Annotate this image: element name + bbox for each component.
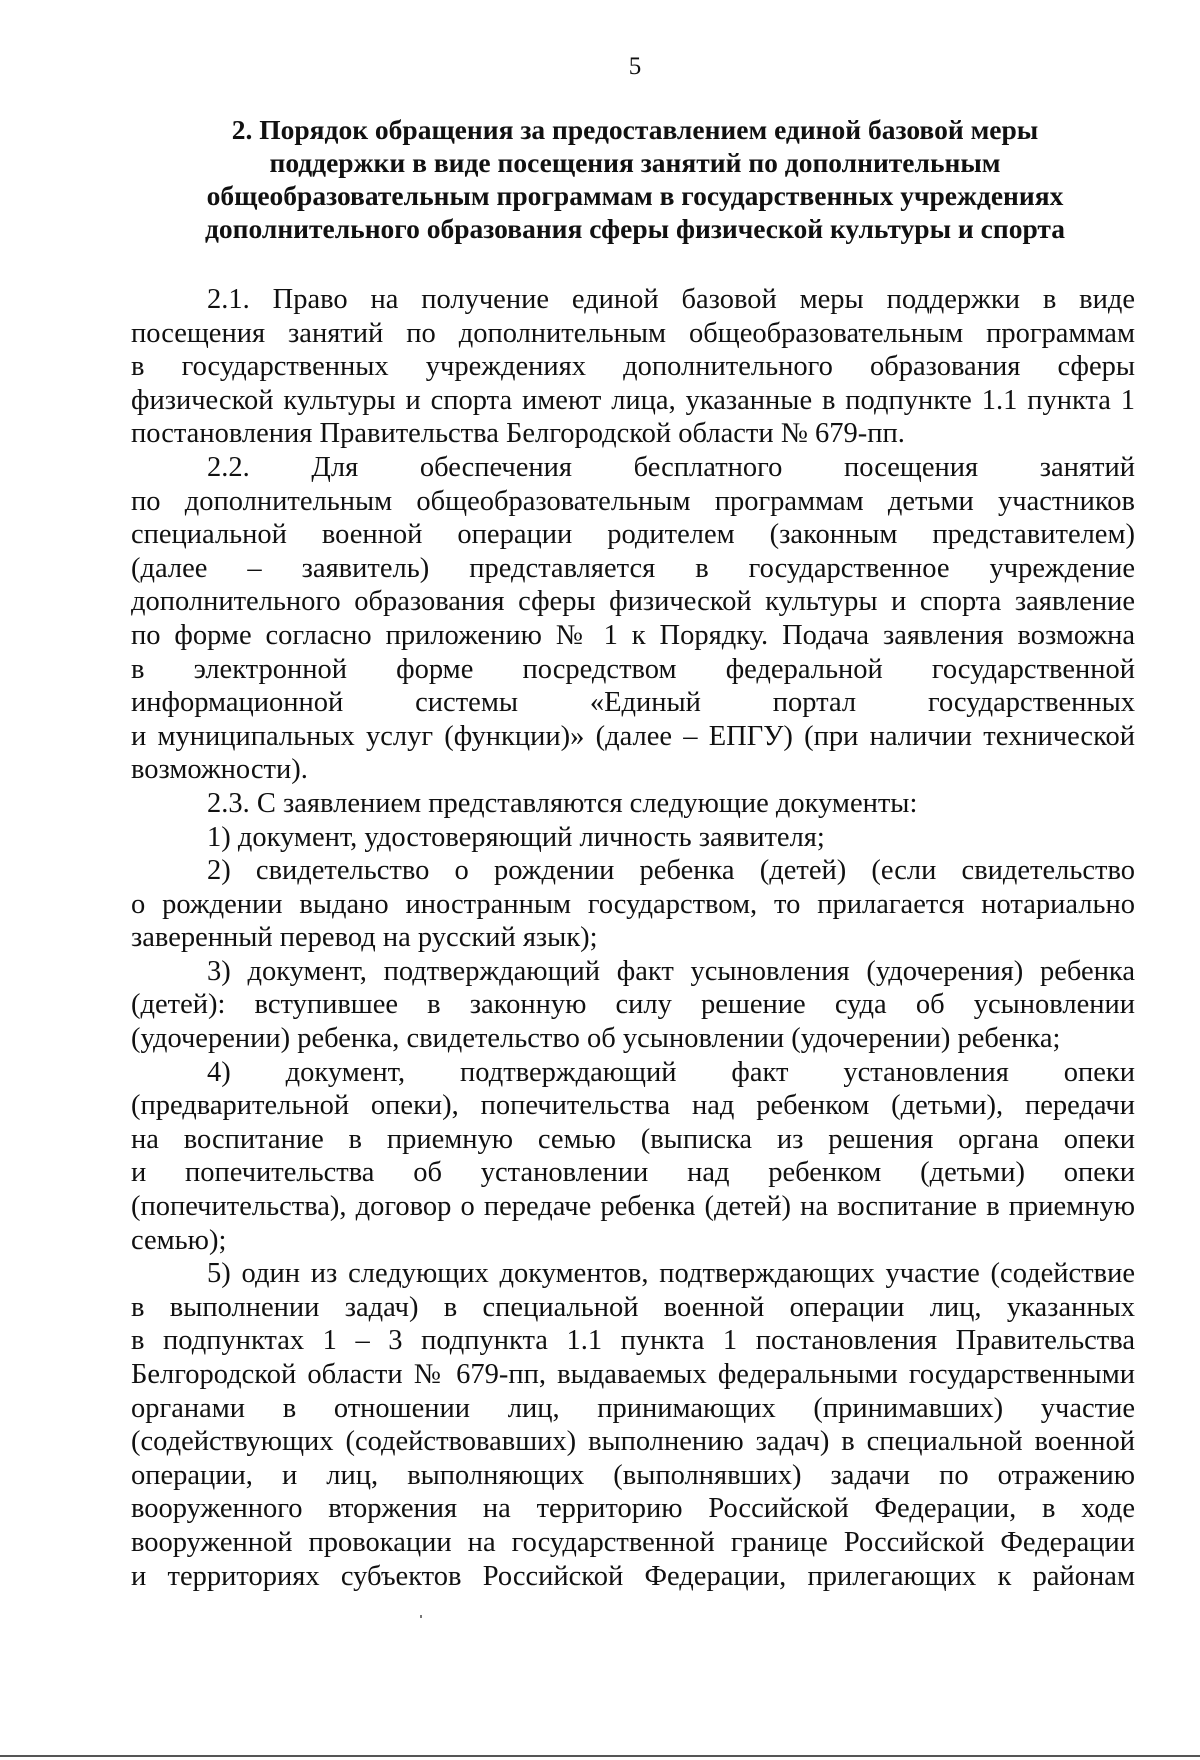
- text-line: информационной системы «Единый портал государственных: [131, 687, 1135, 719]
- text-line: специальной военной операции родителем (законным представителем): [131, 519, 1135, 551]
- section-title-line: 2. Порядок обращения за предоставлением единой базовой меры: [231, 114, 1039, 145]
- text-line: по форме согласно приложению № 1 к Порядку. Подача заявления возможна: [131, 619, 1135, 651]
- text-line: в государственных учреждениях дополнительного образования сферы: [131, 351, 1135, 383]
- scan-bottom-edge: [0, 1755, 1200, 1757]
- text-line: и муниципальных услуг (функции)» (далее – ЕПГУ) (при наличии технической: [131, 720, 1135, 752]
- text-line: по дополнительным общеобразовательным программам детьми участников: [131, 485, 1135, 517]
- text-line: в подпунктах 1 – 3 подпункта 1.1 пункта 1 постановления Правительства: [131, 1325, 1135, 1357]
- text-line: органами в отношении лиц, принимающих (принимавших) участие: [131, 1392, 1135, 1424]
- text-line: Белгородской области № 679-пп, выдаваемых федеральными государственными: [131, 1359, 1135, 1390]
- section-title-line: общеобразовательным программам в государственных учреждениях: [206, 180, 1064, 211]
- text-line: о рождении выдано иностранным государством, то прилагается нотариально: [131, 888, 1135, 920]
- list-item-3: [131, 955, 1135, 1056]
- text-line: и территориях субъектов Российской Федерации, прилегающих к районам: [131, 1560, 1135, 1592]
- text-line: дополнительного образования сферы физической культуры и спорта заявление: [131, 586, 1135, 618]
- paragraph-2-3: [131, 787, 1135, 821]
- text-line: 5) один из следующих документов, подтверждающих участие (содействие: [207, 1258, 1135, 1290]
- text-line: физической культуры и спорта имеют лица, указанные в подпункте 1.1 пункта 1: [131, 384, 1135, 416]
- text-line: вооруженной провокации на государственной границе Российской Федерации: [131, 1526, 1135, 1558]
- text-line: посещения занятий по дополнительным общеобразовательным программам: [131, 317, 1135, 349]
- text-line: возможности).: [131, 754, 308, 786]
- text-line: 3) документ, подтверждающий факт усыновления (удочерения) ребенка: [207, 955, 1135, 987]
- section-title-line: дополнительного образования сферы физической культуры и спорта: [205, 213, 1065, 244]
- paragraph-2-1: [131, 283, 1135, 451]
- text-line: заверенный перевод на русский язык);: [131, 922, 598, 954]
- text-line: 4) документ, подтверждающий факт установления опеки: [207, 1056, 1135, 1088]
- document-body: [131, 283, 1135, 1593]
- section-title-line: поддержки в виде посещения занятий по дополнительным: [269, 147, 1001, 178]
- text-line: 2) свидетельство о рождении ребенка (детей) (если свидетельство: [207, 855, 1135, 887]
- text-line: 1) документ, удостоверяющий личность заявителя;: [207, 821, 825, 853]
- text-line: семью);: [131, 1224, 227, 1256]
- text-line: 2.3. С заявлением представляются следующие документы:: [207, 787, 918, 819]
- text-line: (детей): вступившее в законную силу решение суда об усыновлении: [131, 989, 1135, 1021]
- list-item-5: [131, 1257, 1135, 1593]
- paragraph-2-2: [131, 451, 1135, 787]
- page-number: 5: [628, 53, 642, 80]
- text-line: (предварительной опеки), попечительства над ребенком (детьми), передачи: [131, 1090, 1135, 1122]
- text-line: 2.1. Право на получение единой базовой меры поддержки в виде: [207, 284, 1135, 315]
- scan-speck: [420, 1615, 422, 1618]
- text-line: (содействующих (содействовавших) выполнению задач) в специальной военной: [131, 1426, 1135, 1458]
- text-line: вооруженного вторжения на территорию Российской Федерации, в ходе: [131, 1493, 1135, 1525]
- list-item-2: [131, 854, 1135, 955]
- text-line: на воспитание в приемную семью (выписка из решения органа опеки: [131, 1123, 1135, 1155]
- list-item-1: [131, 821, 1135, 855]
- text-line: и попечительства об установлении над ребенком (детьми) опеки: [131, 1157, 1135, 1189]
- text-line: 2.2. Для обеспечения бесплатного посещения занятий: [207, 451, 1135, 483]
- section-title: [150, 113, 1120, 245]
- list-item-4: [131, 1056, 1135, 1258]
- text-line: в выполнении задач) в специальной военной операции лиц, указанных: [131, 1291, 1135, 1323]
- text-line: постановления Правительства Белгородской области № 679-пп.: [131, 418, 905, 450]
- text-line: операции, и лиц, выполняющих (выполнявших) задачи по отражению: [131, 1459, 1135, 1491]
- text-line: (удочерении) ребенка, свидетельство об усыновлении (удочерении) ребенка;: [131, 1023, 1061, 1055]
- text-line: (далее – заявитель) представляется в государственное учреждение: [131, 552, 1135, 584]
- text-line: (попечительства), договор о передаче ребенка (детей) на воспитание в приемную: [131, 1191, 1135, 1223]
- text-line: в электронной форме посредством федеральной государственной: [131, 653, 1135, 685]
